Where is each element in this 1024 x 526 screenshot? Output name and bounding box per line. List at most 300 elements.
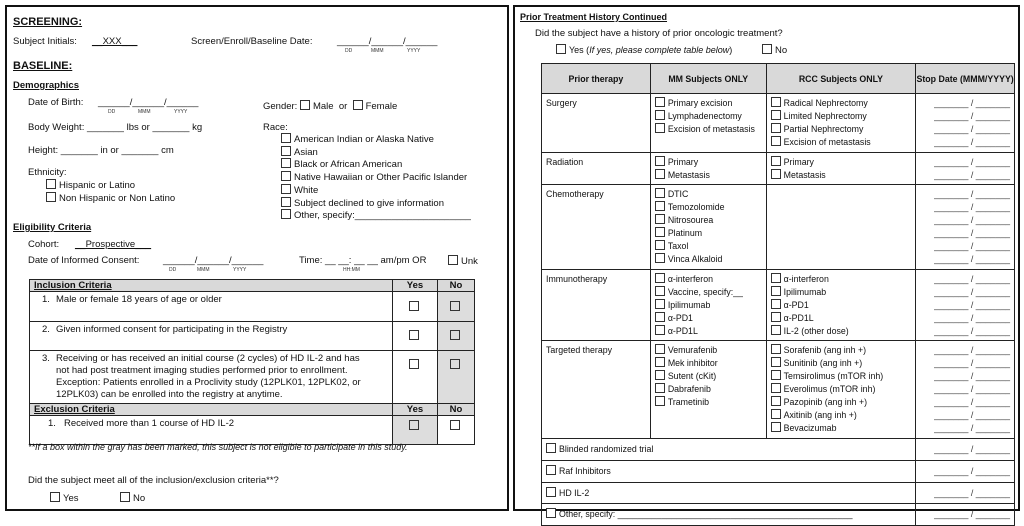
option-label: American Indian or Alaska Native <box>294 134 434 145</box>
therapy-name: Targeted therapy <box>542 341 651 438</box>
therapy-option <box>655 156 762 169</box>
inclusion-header: Inclusion Criteria <box>34 280 112 291</box>
demographics-heading: Demographics <box>13 80 79 91</box>
stop-date-field[interactable]: _______ / _______ <box>934 358 1010 369</box>
table-row <box>30 322 475 351</box>
checkbox[interactable] <box>546 487 556 497</box>
therapy-option <box>771 286 912 299</box>
therapy-option <box>655 299 762 312</box>
therapy-option <box>655 286 762 299</box>
yes-checkbox[interactable] <box>409 301 419 311</box>
yyyy-label: YYYY <box>174 109 188 115</box>
mm-options <box>650 94 766 153</box>
checkbox[interactable] <box>655 240 665 250</box>
criterion-text: Male or female 18 years of age or older <box>56 294 222 305</box>
option-label: Hispanic or Latino <box>59 180 136 191</box>
race-option <box>281 184 471 197</box>
checkbox[interactable] <box>655 201 665 211</box>
meet-yes-checkbox[interactable] <box>50 492 60 502</box>
height-field[interactable]: Height: _______ in or _______ cm <box>28 145 174 156</box>
therapy-row <box>542 341 1015 438</box>
criterion-number: 1. <box>42 294 50 305</box>
option-label: Excision of metastasis <box>783 136 871 147</box>
checkbox[interactable] <box>771 383 781 393</box>
exclusion-header: Exclusion Criteria <box>34 404 115 415</box>
stop-date-field[interactable]: _______ / _______ <box>934 299 1010 310</box>
dd-label: DD <box>108 109 116 115</box>
checkbox[interactable] <box>771 409 781 419</box>
checkbox[interactable] <box>655 370 665 380</box>
therapy-option <box>655 214 762 227</box>
therapy-option <box>771 396 912 409</box>
dd-label: DD <box>345 48 353 54</box>
option-label: Vinca Alkaloid <box>667 253 723 264</box>
therapy-option <box>655 227 762 240</box>
meet-yes-option <box>50 492 79 504</box>
checkbox[interactable] <box>281 133 291 143</box>
checkbox[interactable] <box>771 156 781 166</box>
option-label: α-PD1 <box>783 299 809 310</box>
stop-date-field[interactable]: _______ / _______ <box>934 286 1010 297</box>
stop-date-field[interactable]: _______ / _______ <box>934 202 1010 213</box>
therapy-option <box>771 409 912 422</box>
stop-date-field[interactable]: _______ / _______ <box>934 98 1010 108</box>
therapy-row <box>542 504 1015 526</box>
checkbox[interactable] <box>546 465 556 475</box>
checkbox[interactable] <box>771 136 781 146</box>
checkbox[interactable] <box>771 169 781 179</box>
criterion-number: 2. <box>42 324 50 335</box>
therapy-option <box>771 344 912 357</box>
therapy-option-cell <box>542 482 916 504</box>
consent-date-field[interactable]: ______/______/______ <box>163 255 264 266</box>
race-option <box>281 146 471 159</box>
therapy-option <box>655 97 762 110</box>
checkbox[interactable] <box>655 383 665 393</box>
stop-date-field[interactable]: _______ / _______ <box>934 228 1010 239</box>
stop-date-cell <box>916 94 1015 153</box>
stop-date-field[interactable]: _______ / _______ <box>934 189 1010 200</box>
checkbox[interactable] <box>771 396 781 406</box>
checkbox[interactable] <box>281 171 291 181</box>
therapy-option <box>771 97 912 110</box>
therapy-option <box>655 201 762 214</box>
checkbox[interactable] <box>655 123 665 133</box>
mmm-label: MMM <box>138 109 151 115</box>
stop-date-field[interactable]: _______ / _______ <box>934 312 1010 323</box>
therapy-option <box>546 465 911 478</box>
option-label: Black or African American <box>294 159 403 171</box>
race-option <box>281 171 471 184</box>
screening-heading: SCREENING: <box>13 16 83 28</box>
option-label: Trametinib <box>667 397 710 408</box>
unk-label: Unk <box>461 256 478 267</box>
checkbox[interactable] <box>655 312 665 322</box>
option-label: Metastasis <box>667 169 710 180</box>
stop-date-field[interactable]: _______ / _______ <box>934 169 1010 180</box>
unk-option <box>448 255 478 267</box>
prior-yes-close: ) <box>729 45 733 55</box>
therapy-name: Radiation <box>542 152 651 185</box>
checkbox[interactable] <box>281 184 291 194</box>
female-checkbox[interactable] <box>353 100 363 110</box>
screen-date-label: Screen/Enroll/Baseline Date: <box>191 36 313 47</box>
stop-date-field[interactable]: _______ / _______ <box>934 253 1010 264</box>
mmm-label: MMM <box>371 48 384 54</box>
table-row <box>30 416 475 445</box>
checkbox[interactable] <box>655 214 665 224</box>
option-label: Asian <box>294 146 318 158</box>
stop-date-field[interactable]: _______ / _______ <box>916 438 1015 460</box>
race-option <box>281 209 471 222</box>
table-row <box>30 292 475 322</box>
yes-checkbox[interactable] <box>409 359 419 369</box>
hhmm-label: HH:MM <box>343 267 360 273</box>
option-label: Native Hawaiian or Other Pacific Islander <box>294 172 468 184</box>
no-header: No <box>438 404 475 416</box>
no-checkbox[interactable] <box>450 359 460 369</box>
therapy-option <box>655 344 762 357</box>
therapy-option <box>771 123 912 136</box>
rcc-options <box>766 341 916 438</box>
option-label: Sunitinib (ang inh +) <box>783 358 863 369</box>
option-label: Ipilimumab <box>667 299 711 310</box>
option-label: α-interferon <box>783 273 829 284</box>
subject-initials-field[interactable]: __XXX___ <box>92 36 138 47</box>
option-label: White <box>294 184 319 196</box>
therapy-option <box>655 357 762 370</box>
prior-treatment-page <box>513 5 1020 520</box>
checkbox[interactable] <box>281 146 291 156</box>
checkbox[interactable] <box>655 169 665 179</box>
prior-therapy-table <box>541 63 1015 526</box>
therapy-option <box>655 110 762 123</box>
mm-options <box>650 185 766 269</box>
option-label: Primary excision <box>667 98 733 108</box>
stop-date-cell <box>916 152 1015 185</box>
meet-criteria-question: Did the subject meet all of the inclusion/exclusion criteria**? <box>28 475 279 486</box>
mm-options <box>650 341 766 438</box>
checkbox[interactable] <box>655 299 665 309</box>
mm-options <box>650 152 766 185</box>
therapy-name: Immunotherapy <box>542 269 651 341</box>
stop-date-cell <box>916 185 1015 269</box>
checkbox[interactable] <box>655 325 665 335</box>
stop-date-field[interactable]: _______ / _______ <box>934 123 1010 134</box>
prior-yes-label: Yes ( <box>569 45 590 55</box>
dd-label: DD <box>169 267 177 273</box>
checkbox[interactable] <box>771 110 781 120</box>
prior-no-checkbox[interactable] <box>762 44 772 54</box>
checkbox[interactable] <box>655 273 665 283</box>
or-label: or <box>338 101 348 112</box>
checkbox[interactable] <box>281 197 291 207</box>
checkbox[interactable] <box>771 273 781 283</box>
option-label: Ipilimumab <box>783 286 827 297</box>
yyyy-label: YYYY <box>233 267 247 273</box>
meet-no-label: No <box>133 493 146 504</box>
option-label: Radical Nephrectomy <box>783 98 868 108</box>
option-label: Temsirolimus (mTOR inh) <box>783 371 884 382</box>
checkbox[interactable] <box>655 344 665 354</box>
ethnicity-option <box>46 179 175 192</box>
checkbox[interactable] <box>655 227 665 237</box>
stop-date-field[interactable]: _______ / _______ <box>934 409 1010 420</box>
stop-date-field[interactable]: _______ / _______ <box>916 482 1015 504</box>
meet-no-checkbox[interactable] <box>120 492 130 502</box>
stop-date-field[interactable]: _______ / _______ <box>934 241 1010 252</box>
stop-date-field[interactable]: _______ / _______ <box>916 460 1015 482</box>
option-label: Axitinib (ang inh +) <box>783 409 857 420</box>
option-label: α-interferon <box>667 273 713 284</box>
therapy-option <box>546 443 911 456</box>
option-label: Blinded randomized trial <box>559 443 654 454</box>
option-label: Non Hispanic or Non Latino <box>59 192 176 204</box>
male-label: Male <box>312 101 334 112</box>
mmm-label: MMM <box>197 267 210 273</box>
therapy-option <box>771 110 912 123</box>
option-label: Mek inhibitor <box>667 358 718 369</box>
therapy-option <box>771 136 912 149</box>
cohort-field[interactable]: __Prospective___ <box>75 239 152 250</box>
therapy-option <box>771 357 912 370</box>
option-label: Everolimus (mTOR inh) <box>783 384 876 395</box>
body-weight-field[interactable]: Body Weight: _______ lbs or _______ kg <box>28 122 203 133</box>
checkbox[interactable] <box>771 357 781 367</box>
option-label: Limited Nephrectomy <box>783 110 867 121</box>
option-label: Primary <box>783 156 814 167</box>
therapy-option <box>771 156 912 169</box>
option-label: α-PD1L <box>783 312 814 323</box>
option-label: Subject declined to give information <box>294 197 444 209</box>
stop-date-field[interactable]: _______ / _______ <box>934 156 1010 167</box>
option-label: IL-2 (other dose) <box>783 325 849 336</box>
stop-date-field[interactable]: _______ / _______ <box>934 136 1010 147</box>
dob-label: Date of Birth: <box>28 97 84 108</box>
header-prior-therapy: Prior therapy <box>542 64 651 94</box>
ethnicity-options <box>46 179 175 204</box>
mm-options <box>650 269 766 341</box>
prior-treatment-question: Did the subject have a history of prior oncologic treatment? <box>535 28 783 39</box>
criterion-text: Receiving or has received an initial course (2 cycles) of HD IL-2 and has not had post treatment imaging studies performed prior to enrollment. Exception: Patients enrolled in a Proclivity study (12PLK01, 12PLK02, or 12PLK03) can be enrolled into the registry at anytime. <box>56 353 361 400</box>
prior-no-option <box>762 44 787 56</box>
consent-label: Date of Informed Consent: <box>28 255 140 266</box>
therapy-row <box>542 94 1015 153</box>
stop-date-field[interactable]: _______ / _______ <box>934 345 1010 356</box>
therapy-option <box>546 487 911 500</box>
option-label: Vemurafenib <box>667 345 718 356</box>
no-checkbox[interactable] <box>450 420 460 430</box>
eligibility-table <box>29 279 475 445</box>
stop-date-field[interactable]: _______ / _______ <box>916 504 1015 526</box>
therapy-row <box>542 185 1015 269</box>
table-row <box>30 351 475 404</box>
therapy-option-cell <box>542 504 916 526</box>
exclusion-header-row <box>30 404 475 416</box>
checkbox[interactable] <box>655 97 665 107</box>
checkbox[interactable] <box>546 508 556 518</box>
subject-initials-label: Subject Initials: <box>13 36 77 47</box>
checkbox[interactable] <box>281 158 291 168</box>
eligibility-footnote: **If a box within the gray has been marked, this subject is not eligible to participate in this study. <box>28 442 408 452</box>
rcc-options <box>766 94 916 153</box>
ethnicity-option <box>46 192 175 205</box>
yes-checkbox[interactable] <box>409 420 419 430</box>
criterion-number: 1. <box>48 418 56 429</box>
stop-date-field[interactable]: _______ / _______ <box>934 422 1010 433</box>
therapy-name: Chemotherapy <box>542 185 651 269</box>
checkbox[interactable] <box>655 156 665 166</box>
therapy-option <box>771 383 912 396</box>
stop-date-cell <box>916 341 1015 438</box>
checkbox[interactable] <box>771 97 781 107</box>
race-label: Race: <box>263 122 288 133</box>
prior-yes-note: If yes, please complete table below <box>589 45 730 55</box>
option-label: Nitrosourea <box>667 215 714 226</box>
therapy-row <box>542 438 1015 460</box>
option-label: HD IL-2 <box>559 487 590 498</box>
therapy-option <box>655 273 762 286</box>
therapy-option <box>655 396 762 409</box>
yes-checkbox[interactable] <box>409 330 419 340</box>
option-label: Bevacizumab <box>783 422 837 433</box>
gender-group <box>263 100 397 112</box>
inclusion-header-row <box>30 280 475 292</box>
prior-no-label: No <box>775 45 788 56</box>
option-label: Temozolomide <box>667 202 725 213</box>
rcc-options <box>766 269 916 341</box>
therapy-name: Surgery <box>542 94 651 153</box>
yes-header: Yes <box>393 404 438 416</box>
female-label: Female <box>365 101 398 112</box>
screening-baseline-page <box>5 5 509 511</box>
checkbox[interactable] <box>655 253 665 263</box>
therapy-option <box>655 188 762 201</box>
option-label: DTIC <box>667 189 689 200</box>
therapy-row <box>542 269 1015 341</box>
therapy-row <box>542 152 1015 185</box>
prior-treatment-title: Prior Treatment History Continued <box>520 12 668 22</box>
therapy-option <box>546 508 911 521</box>
option-label: Platinum <box>667 228 703 239</box>
no-checkbox[interactable] <box>450 330 460 340</box>
checkbox[interactable] <box>771 344 781 354</box>
stop-date-field[interactable]: _______ / _______ <box>934 371 1010 382</box>
option-label: Vaccine, specify:__ <box>667 286 743 297</box>
checkbox[interactable] <box>655 357 665 367</box>
meet-yes-label: Yes <box>63 493 79 504</box>
therapy-option <box>655 312 762 325</box>
checkbox[interactable] <box>771 299 781 309</box>
therapy-option <box>771 273 912 286</box>
stop-date-field[interactable]: _______ / _______ <box>934 397 1010 408</box>
option-label: Other, specify: ________________________________________________ <box>559 509 853 520</box>
checkbox[interactable] <box>771 312 781 322</box>
checkbox[interactable] <box>546 443 556 453</box>
therapy-option <box>771 312 912 325</box>
checkbox[interactable] <box>655 286 665 296</box>
cohort-label: Cohort: <box>28 239 60 250</box>
option-label: Sorafenib (ang inh +) <box>783 345 867 356</box>
no-checkbox[interactable] <box>450 301 460 311</box>
meet-no-option <box>120 492 145 504</box>
ethnicity-label: Ethnicity: <box>28 167 67 178</box>
baseline-heading: BASELINE: <box>13 60 73 72</box>
therapy-option <box>655 325 762 338</box>
screen-date-field[interactable]: ______/______/______ <box>337 36 438 47</box>
stop-date-field[interactable]: _______ / _______ <box>934 384 1010 395</box>
header-rcc-subjects: RCC Subjects ONLY <box>766 64 916 94</box>
therapy-option <box>655 240 762 253</box>
stop-date-field[interactable]: _______ / _______ <box>934 325 1010 336</box>
checkbox[interactable] <box>46 179 56 189</box>
option-label: Dabrafenib <box>667 384 711 395</box>
therapy-option <box>655 123 762 136</box>
checkbox[interactable] <box>281 209 291 219</box>
option-label: α-PD1L <box>667 325 698 336</box>
yes-header: Yes <box>393 280 438 292</box>
checkbox[interactable] <box>771 286 781 296</box>
therapy-option <box>771 169 912 182</box>
race-options <box>281 133 471 222</box>
therapy-option <box>771 422 912 435</box>
prior-yes-checkbox[interactable] <box>556 44 566 54</box>
race-option <box>281 133 471 146</box>
checkbox[interactable] <box>771 325 781 335</box>
yyyy-label: YYYY <box>407 48 421 54</box>
option-label: Taxol <box>667 241 689 252</box>
therapy-option-cell <box>542 438 916 460</box>
checkbox[interactable] <box>46 192 56 202</box>
option-label: Raf Inhibitors <box>559 465 611 476</box>
gender-label: Gender: <box>263 101 298 112</box>
unk-checkbox[interactable] <box>448 255 458 265</box>
time-field[interactable]: Time: __ __: __ __ am/pm OR <box>299 255 427 266</box>
male-checkbox[interactable] <box>300 100 310 110</box>
therapy-option <box>771 299 912 312</box>
checkbox[interactable] <box>655 188 665 198</box>
option-label: Primary <box>667 156 699 167</box>
therapy-row <box>542 460 1015 482</box>
therapy-row <box>542 482 1015 504</box>
checkbox[interactable] <box>655 396 665 406</box>
header-stop-date: Stop Date (MMM/YYYY) <box>916 64 1015 94</box>
option-label: α-PD1 <box>667 312 693 323</box>
no-header: No <box>438 280 475 292</box>
eligibility-heading: Eligibility Criteria <box>13 222 92 233</box>
option-label: Sutent (cKit) <box>667 371 717 382</box>
criterion-text: Given informed consent for participating in the Registry <box>56 324 288 335</box>
checkbox[interactable] <box>771 123 781 133</box>
therapy-option <box>655 383 762 396</box>
stop-date-field[interactable]: _______ / _______ <box>934 215 1010 226</box>
checkbox[interactable] <box>771 370 781 380</box>
race-option <box>281 158 471 171</box>
therapy-option <box>771 325 912 338</box>
therapy-option <box>655 253 762 266</box>
stop-date-field[interactable]: _______ / _______ <box>934 273 1010 284</box>
checkbox[interactable] <box>771 422 781 432</box>
option-label: Pazopinib (ang inh +) <box>783 397 868 408</box>
therapy-option-cell <box>542 460 916 482</box>
race-option <box>281 197 471 210</box>
stop-date-field[interactable]: _______ / _______ <box>934 110 1010 121</box>
dob-field[interactable]: ______/______/______ <box>98 97 199 108</box>
checkbox[interactable] <box>655 110 665 120</box>
criterion-number: 3. <box>42 353 50 364</box>
option-label: Partial Nephrectomy <box>783 123 864 134</box>
prior-yes-option <box>556 44 732 55</box>
